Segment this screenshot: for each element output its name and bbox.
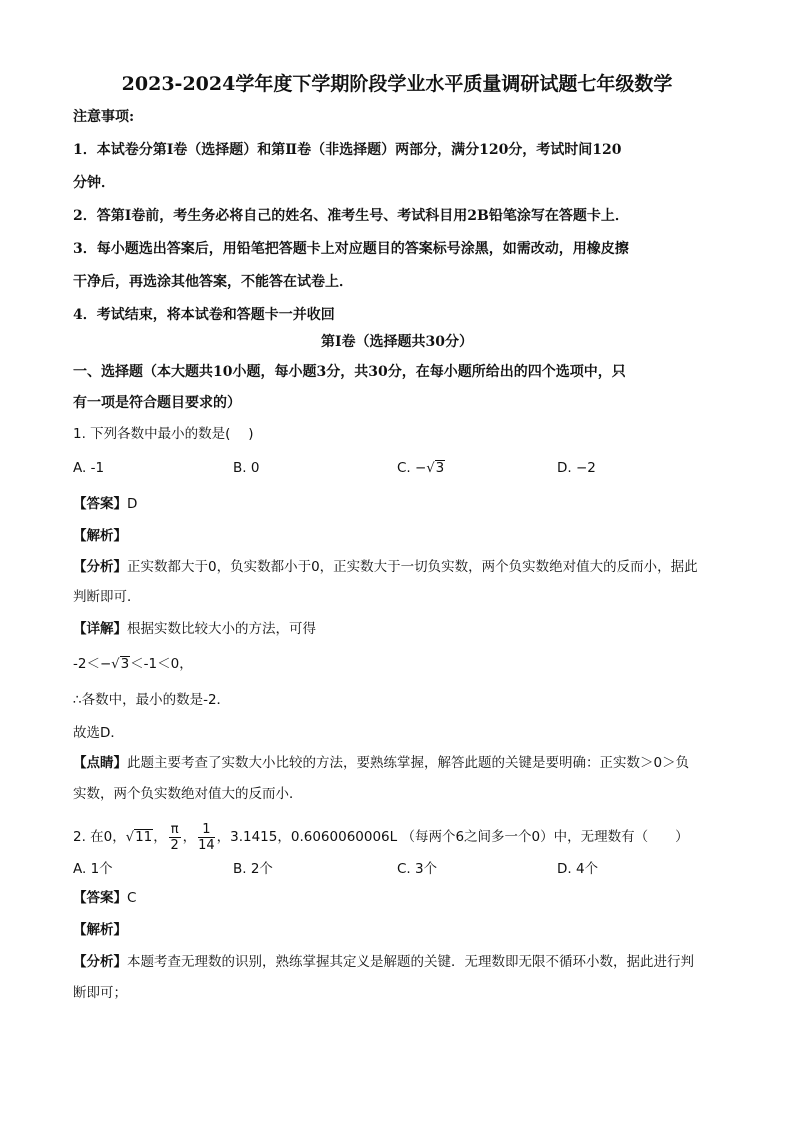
- q2-analysis-tag: [73, 920, 127, 940]
- notice-item-2: 2．答第Ⅰ卷前，考生务必将自己的姓名、准考生号、考试科目用2B铅笔涂写在答题卡上．: [73, 208, 629, 224]
- q1-option-b: B. 0: [233, 460, 260, 476]
- q1-xiangjie-line: [73, 619, 316, 639]
- page-title: 2023-2024学年度下学期阶段学业水平质量调研试题七年级数学: [121, 73, 673, 95]
- q2-stem: [73, 820, 689, 860]
- q1-option-c-radicand: 3: [435, 460, 445, 476]
- q2-fraction-1-over-14: [198, 822, 215, 853]
- notice-heading: 注意事项:: [73, 109, 135, 125]
- part1-instruction-line2: 有一项是符合题目要求的）: [73, 395, 241, 411]
- q1-dianjing-tag: 【点睛】: [73, 755, 127, 771]
- q1-fenxi-tag: 【分析】: [73, 559, 127, 575]
- radical-sign-icon: √: [111, 657, 120, 672]
- q1-analysis-label: 【解析】: [73, 528, 127, 544]
- notice-item-1-line1: 1．本试卷分第Ⅰ卷（选择题）和第Ⅱ卷（非选择题）两部分，满分120分，考试时间120: [73, 142, 622, 158]
- notice-item-1-line2: 分钟．: [73, 175, 115, 191]
- q2-option-c: C. 3个: [397, 861, 438, 877]
- q1-fenxi-line1: [73, 557, 698, 577]
- q1-analysis-tag: [73, 526, 127, 546]
- q2-frac2-num: 1: [198, 822, 215, 838]
- q2-fenxi-tag: 【分析】: [73, 954, 127, 970]
- q1-fenxi-text: 正实数都大于0，负实数都小于0，正实数大于一切负实数，两个负实数绝对值大的反而小，据此: [127, 559, 698, 575]
- q1-ineq-suffix: ＜-1＜0，: [130, 656, 193, 672]
- q2-sep-2: ，: [182, 829, 197, 845]
- q1-choose: 故选D．: [73, 725, 124, 741]
- radical-sign-icon: √: [125, 830, 135, 845]
- q1-option-a: A. -1: [73, 460, 105, 476]
- q1-xiangjie-text: 根据实数比较大小的方法，可得: [127, 621, 316, 637]
- q1-ineq-radicand: 3: [120, 656, 130, 672]
- q2-answer-tag: 【答案】: [73, 890, 127, 906]
- q1-dianjing-line1: [73, 753, 689, 773]
- q1-option-c-prefix: C. −: [397, 460, 427, 476]
- q2-option-b: B. 2个: [233, 861, 273, 877]
- q1-dianjing-text: 此题主要考查了实数大小比较的方法，要熟练掌握，解答此题的关键是要明确：正实数＞0＞负: [127, 755, 690, 771]
- q2-frac1-num: π: [170, 821, 179, 837]
- notice-item-3-line1: 3．每小题选出答案后，用铅笔把答题卡上对应题目的答案标号涂黑，如需改动，用橡皮擦: [73, 241, 629, 257]
- q1-fenxi-line2: 判断即可．: [73, 589, 141, 605]
- q2-frac1-den: 2: [170, 837, 179, 853]
- q2-stem-suffix: ，3.1415，0.6060060006L （每两个6之间多一个0）中，无理数有（ ）: [216, 829, 689, 845]
- q2-sqrt-radicand: 11: [135, 829, 153, 845]
- q1-answer: D: [127, 496, 138, 512]
- q2-fenxi-text: 本题考查无理数的识别，熟练掌握其定义是解题的关键．无理数即无限不循环小数，据此进行判: [127, 954, 694, 970]
- q1-dianjing-line2: 实数，两个负实数绝对值大的反而小．: [73, 786, 303, 802]
- q1-option-c: [397, 458, 445, 479]
- q2-fraction-pi-over-2: [169, 822, 181, 853]
- q2-answer: C: [127, 890, 137, 906]
- part1-instruction-line1: 一、选择题（本大题共10小题，每小题3分，共30分，在每小题所给出的四个选项中，只: [73, 364, 626, 380]
- q1-xiangjie-tag: 【详解】: [73, 621, 127, 637]
- notice-item-4: 4．考试结束，将本试卷和答题卡一并收回: [73, 307, 335, 323]
- q2-frac2-den: 14: [198, 837, 215, 853]
- q2-analysis-label: 【解析】: [73, 922, 127, 938]
- q1-answer-tag: 【答案】: [73, 496, 127, 512]
- q1-stem: 1. 下列各数中最小的数是( ): [73, 426, 254, 442]
- section-title: 第Ⅰ卷（选择题共30分）: [320, 334, 474, 350]
- q1-inequality: [73, 654, 193, 675]
- q2-answer-line: [73, 888, 136, 908]
- radical-sign-icon: √: [426, 461, 435, 476]
- q2-sep-1: ，: [153, 829, 167, 845]
- q1-option-d: D. −2: [557, 460, 596, 476]
- q1-answer-line: [73, 494, 137, 514]
- q2-stem-prefix: 2. 在0，: [73, 829, 126, 845]
- q1-ineq-prefix: -2＜−: [73, 656, 112, 672]
- q2-option-d: D. 4个: [557, 861, 599, 877]
- q1-conclusion: ∴各数中，最小的数是-2．: [73, 692, 231, 708]
- notice-item-3-line2: 干净后，再选涂其他答案，不能答在试卷上．: [73, 274, 353, 290]
- q2-fenxi-line2: 断即可；: [73, 985, 127, 1001]
- q2-option-a: A. 1个: [73, 861, 113, 877]
- q2-fenxi-line1: [73, 952, 694, 972]
